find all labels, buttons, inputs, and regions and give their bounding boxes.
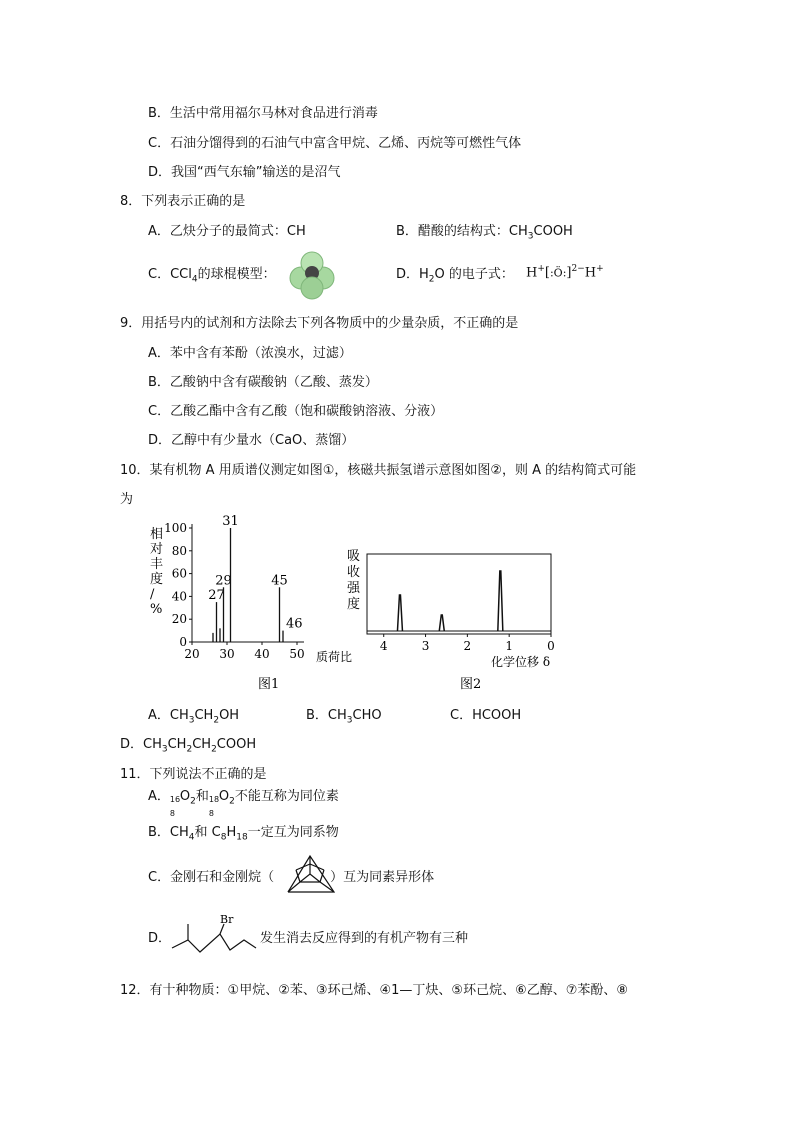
nmr-peak: [439, 615, 444, 631]
nmr-spectrum-xlabel: 化学位移 δ: [491, 655, 551, 669]
peak-label: 45: [271, 573, 288, 589]
ylabel-char: 吸: [347, 549, 361, 564]
q9-stem: 9．用括号内的试剂和方法除去下列各物质中的少量杂质，不正确的是: [120, 316, 519, 331]
q11-option-b: B．$CH_4$和 $C_8H_{18}$一定互为同系物: [148, 825, 339, 843]
q11-option-a: A． 16 8 $O_2$和 18 8 $O_2$不能互称为同位素: [148, 789, 339, 818]
y-tick-label: 0: [179, 635, 187, 649]
y-tick-label: 100: [164, 521, 187, 535]
mass-spectrum-chart: [140, 514, 353, 693]
q9-option-b: B．乙酸钠中含有碳酸钠（乙酸、蒸发）: [148, 375, 378, 390]
q10-stem-line2: 为: [120, 492, 134, 507]
x-tick-label: 3: [421, 639, 430, 653]
mass-spectrum-title: 图1: [258, 677, 280, 692]
mass-spectrum-ylabel: [150, 526, 163, 617]
peak-label: 31: [222, 514, 239, 529]
q11-option-c: C．金刚石和金刚烷（ ）互为同素异形体: [148, 870, 435, 885]
q11-option-d-text: 发生消去反应得到的有机产物有三种: [260, 931, 469, 946]
h2o-electron-formula: H+[:Ö:]$^{2-}$H+: [526, 264, 604, 281]
q7-option-b: B．生活中常用福尔马林对食品进行消毒: [148, 106, 378, 121]
peak-label: 27: [208, 588, 225, 604]
q11-stem: 11．下列说法不正确的是: [120, 767, 267, 782]
ylabel-char: %: [150, 602, 163, 617]
x-tick-label: 4: [379, 639, 388, 653]
y-tick-label: 40: [171, 589, 187, 604]
q10-option-b: B．$CH_3CHO$: [306, 708, 382, 726]
q11-option-d-label: D．: [148, 931, 172, 946]
bromoalkane-structure-icon: [168, 912, 260, 956]
mass-spectrum-peaks: [208, 514, 302, 642]
peak-label: 46: [286, 616, 303, 632]
mass-spectrum-xlabel: 质荷比: [316, 650, 353, 664]
ylabel-char: /: [150, 587, 155, 602]
nmr-spectrum-axes: [367, 554, 555, 653]
x-tick-label: 40: [254, 647, 270, 661]
ylabel-char: 强: [347, 581, 361, 596]
nmr-spectrum-ylabel: [347, 549, 361, 612]
x-tick-label: 1: [505, 639, 514, 653]
adamantane-structure-icon: [282, 852, 340, 898]
ylabel-char: 度: [347, 597, 361, 612]
q8-option-d: D．$H_2O$ 的电子式：: [396, 267, 514, 285]
q9-option-a: A．苯中含有苯酚（浓溴水，过滤）: [148, 346, 352, 361]
nmr-spectrum-chart: [345, 548, 565, 693]
q7-option-c: C．石油分馏得到的石油气中富含甲烷、乙烯、丙烷等可燃性气体: [148, 136, 522, 151]
x-tick-label: 50: [289, 647, 305, 661]
nmr-peak: [397, 595, 402, 631]
ylabel-char: 对: [150, 542, 164, 557]
ylabel-char: 丰: [150, 557, 164, 572]
y-tick-label: 20: [171, 612, 187, 627]
q9-option-c: C．乙酸乙酯中含有乙酸（饱和碳酸钠溶液、分液）: [148, 404, 444, 419]
x-tick-label: 30: [219, 647, 235, 661]
q10-stem-line1: 10．某有机物 A 用质谱仪测定如图①，核磁共振氢谱示意图如图②，则 A 的结构简式可能: [120, 463, 637, 478]
q8-stem: 8．下列表示正确的是: [120, 194, 246, 209]
peak-label: 29: [215, 573, 232, 589]
bromine-label: Br: [220, 913, 234, 926]
x-tick-label: 0: [547, 639, 555, 653]
q8-option-c: C．CCl$_4$的球棍模型：: [148, 267, 276, 285]
q10-option-d: D．$CH_3CH_2CH_2COOH$: [120, 737, 257, 755]
x-tick-label: 2: [463, 639, 472, 653]
q7-option-d: D．我国“西气东输”输送的是沼气: [148, 165, 341, 180]
q8-option-a: A．乙炔分子的最简式：CH: [148, 224, 306, 239]
y-tick-label: 80: [171, 543, 187, 558]
ylabel-char: 收: [347, 565, 361, 580]
q8-option-b: B．醋酸的结构式：$CH_3COOH$: [396, 224, 573, 242]
nmr-peak: [498, 571, 503, 631]
q10-option-a: A．$CH_3CH_2OH$: [148, 708, 240, 726]
nmr-spectrum-title: 图2: [460, 677, 482, 692]
y-tick-label: 60: [171, 566, 187, 581]
ccl4-model-image: [287, 250, 337, 300]
q9-option-d: D．乙醇中有少量水（CaO、蒸馏）: [148, 433, 355, 448]
x-tick-label: 20: [184, 647, 200, 661]
q12-stem: 12．有十种物质：①甲烷、②苯、③环己烯、④1—丁炔、⑤环己烷、⑥乙醇、⑦苯酚、⑧: [120, 983, 629, 998]
plot-frame: [367, 554, 551, 634]
q10-option-c: C．HCOOH: [450, 708, 522, 723]
nmr-spectrum-peaks: [397, 571, 502, 631]
ylabel-char: 相: [150, 527, 164, 542]
ylabel-char: 度: [150, 572, 164, 587]
